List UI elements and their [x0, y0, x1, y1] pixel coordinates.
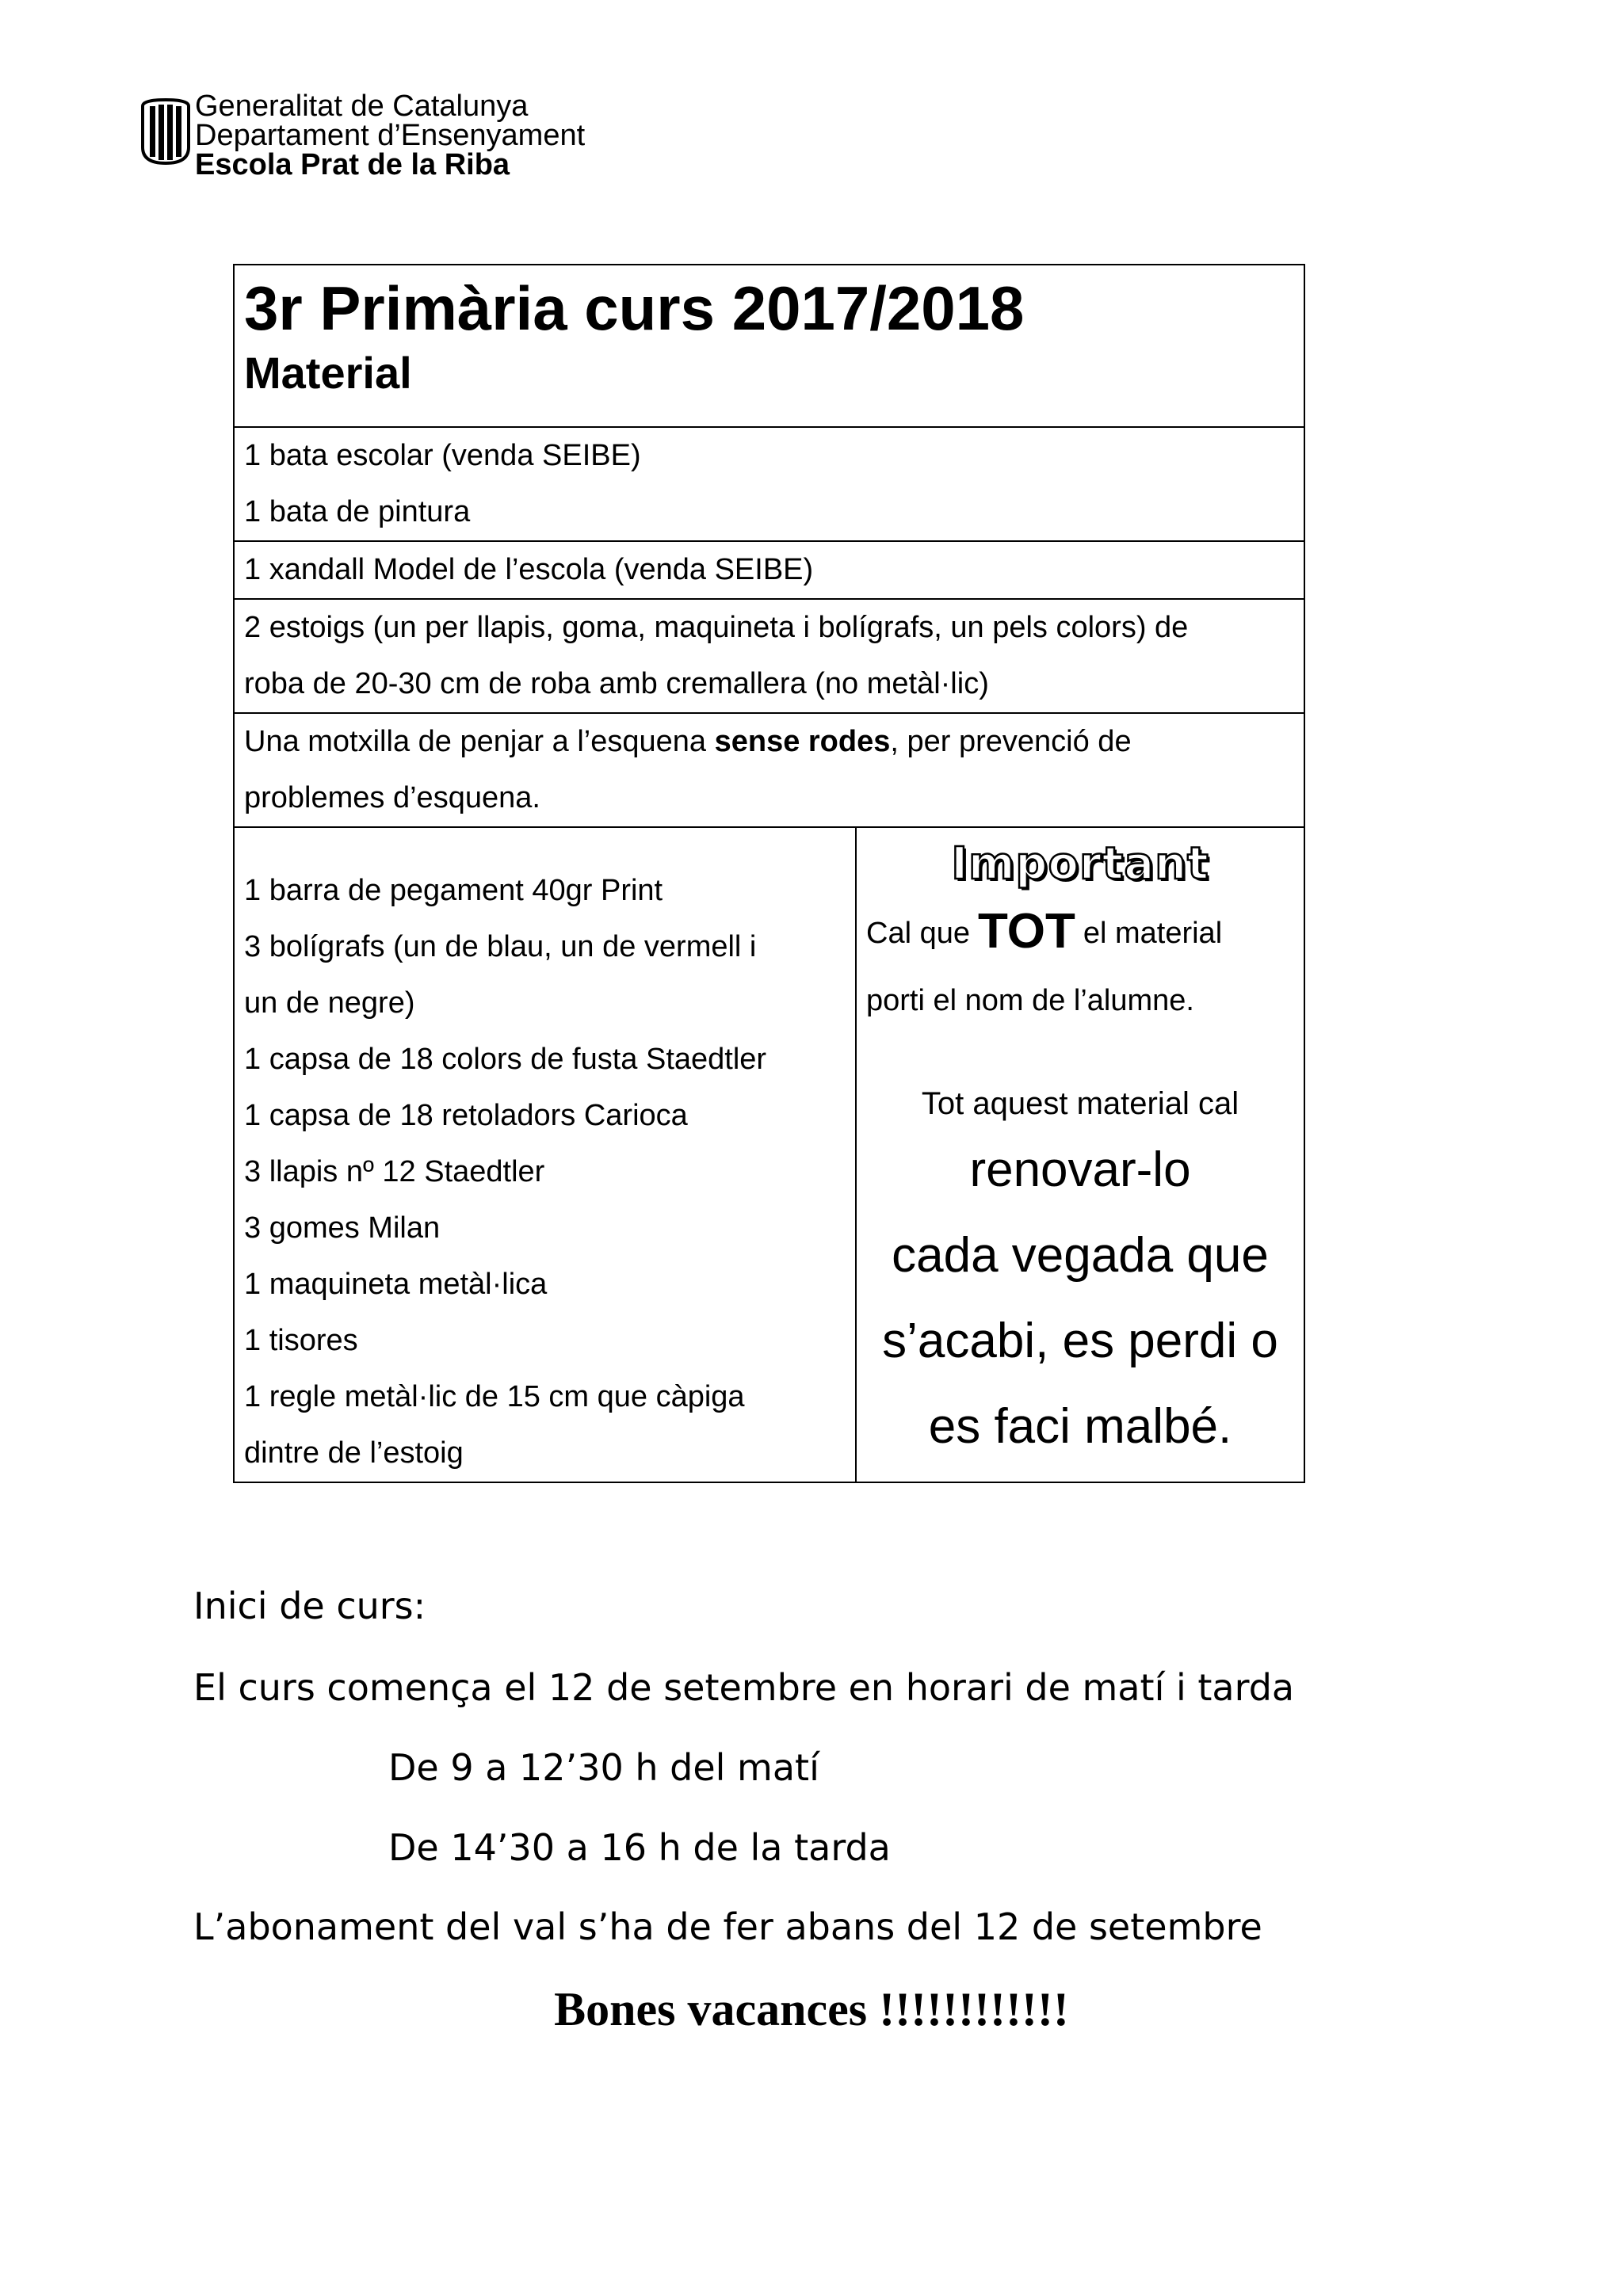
list-item: 1 xandall Model de l’escola (venda SEIBE): [244, 553, 814, 586]
list-item: 1 bata escolar (venda SEIBE): [244, 439, 641, 472]
table-row: [234, 599, 1304, 713]
list-item: 3 llapis nº 12 Staedtler: [244, 1155, 545, 1188]
list-item: 1 maquineta metàl·lica: [244, 1268, 548, 1301]
list-item: 1 bata de pintura: [244, 495, 471, 528]
renew-line: es faci malbé.: [928, 1399, 1232, 1454]
list-item: 3 gomes Milan: [244, 1211, 441, 1245]
generalitat-logo-icon: [139, 98, 192, 165]
sense-rodes-text: sense rodes: [714, 725, 891, 758]
list-item: roba de 20-30 cm de roba amb cremallera (no metàl·lic): [244, 667, 989, 700]
list-item: problemes d’esquena.: [244, 781, 540, 814]
table-row: [234, 427, 1304, 541]
closing-message: Bones vacances !!!!!!!!!!!!: [554, 1983, 1069, 2035]
tot-emphasis: TOT: [977, 904, 1075, 959]
list-item: 1 regle metàl·lic de 15 cm que càpiga: [244, 1380, 745, 1413]
important-heading: Important: [951, 838, 1209, 890]
inici-payment-note: L’abonament del val s’ha de fer abans del 12 de setembre: [193, 1905, 1262, 1948]
list-item: 1 capsa de 18 retoladors Carioca: [244, 1099, 688, 1132]
renew-line: renovar-lo: [969, 1142, 1191, 1197]
renew-intro: Tot aquest material cal: [921, 1086, 1239, 1121]
inici-morning-hours: De 9 a 12’30 h del matí: [388, 1746, 819, 1789]
inici-heading: Inici de curs:: [193, 1585, 426, 1627]
important-line: porti el nom de l’alumne.: [866, 984, 1194, 1017]
page-subtitle: Material: [244, 348, 412, 398]
list-item: 1 barra de pegament 40gr Print: [244, 874, 663, 907]
inici-afternoon-hours: De 14’30 a 16 h de la tarda: [388, 1826, 891, 1869]
list-item: 1 capsa de 18 colors de fusta Staedtler: [244, 1043, 767, 1076]
table-title-cell: [234, 265, 1304, 427]
list-item: dintre de l’estoig: [244, 1436, 464, 1470]
material-list-cell: [234, 827, 856, 1482]
list-item: 3 bolígrafs (un de blau, un de vermell i: [244, 930, 757, 963]
table-row: [234, 713, 1304, 827]
renew-line: cada vegada que: [892, 1228, 1269, 1283]
list-item: Una motxilla de penjar a l’esquena sense rodes, per prevenció de: [244, 725, 1132, 758]
list-item: un de negre): [244, 986, 415, 1020]
list-item: 2 estoigs (un per llapis, goma, maquineta i bolígrafs, un pels colors) de: [244, 611, 1189, 644]
inici-start-date: El curs comença el 12 de setembre en horari de matí i tarda: [193, 1666, 1295, 1709]
important-cell: [856, 827, 1304, 1482]
header-escola: Escola Prat de la Riba: [195, 148, 510, 181]
list-item: 1 tisores: [244, 1324, 358, 1357]
header-generalitat: Generalitat de Catalunya: [195, 90, 529, 123]
material-table: [233, 264, 1305, 1483]
table-row: [234, 541, 1304, 599]
header-departament: Departament d’Ensenyament: [195, 119, 586, 152]
important-line: Cal que TOT el material: [866, 904, 1223, 959]
page-title: 3r Primària curs 2017/2018: [244, 273, 1025, 343]
renew-line: s’acabi, es perdi o: [882, 1314, 1278, 1368]
